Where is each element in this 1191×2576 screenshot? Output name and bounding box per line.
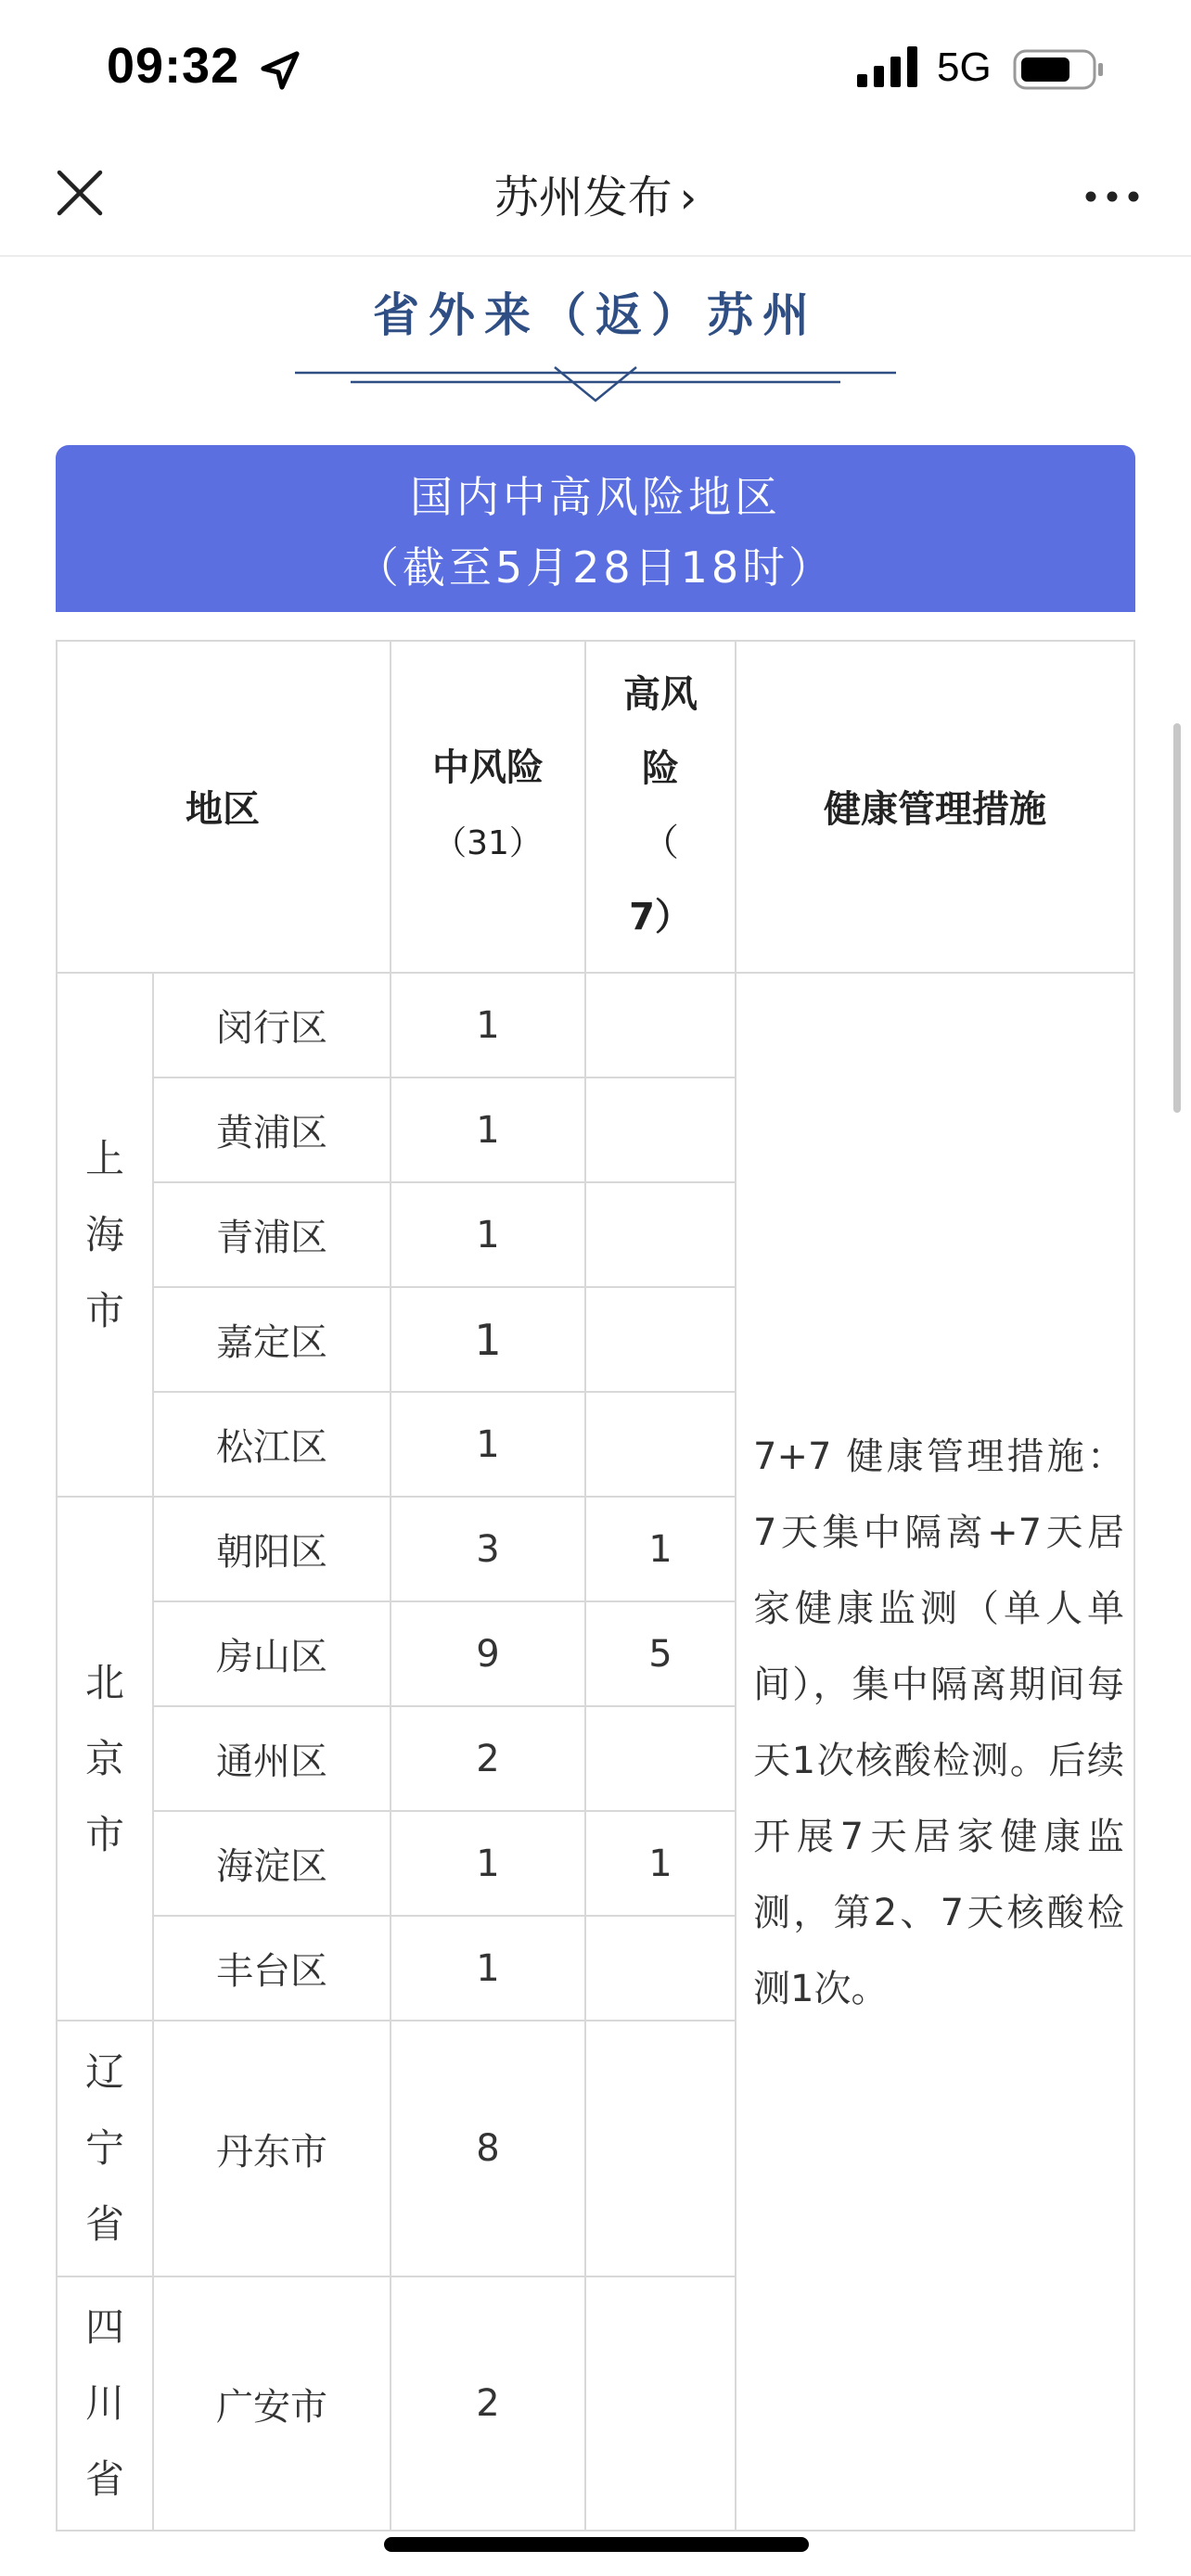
province-char: 省 — [84, 2456, 124, 2502]
district-cell: 嘉定区 — [216, 1321, 327, 1364]
district-cell: 朝阳区 — [216, 1531, 327, 1574]
heading-divider — [295, 362, 896, 408]
district-cell: 丹东市 — [216, 2130, 327, 2174]
province-char: 辽 — [84, 2049, 124, 2095]
high-risk-count: 1 — [648, 1527, 672, 1571]
district-cell: 广安市 — [216, 2385, 327, 2429]
province-beijing — [58, 1498, 152, 2020]
home-indicator[interactable] — [384, 2537, 809, 2552]
high-risk-count — [586, 1078, 735, 1181]
district-cell: 丰台区 — [216, 1950, 327, 1993]
health-measures-text: 7+7 健康管理措施：7天集中隔离+7天居家健康监测（单人单间），集中隔离期间每天1次核酸检测。后续开展7天居家健康监测，第2、7天核酸检测1次。 — [753, 1435, 1124, 2010]
medium-risk-count: 1 — [476, 1842, 500, 1885]
province-char: 宁 — [84, 2125, 124, 2171]
header-medium-label: 中风险 — [432, 746, 544, 789]
province-char: 海 — [84, 1211, 124, 1257]
medium-risk-count: 3 — [476, 1527, 500, 1571]
status-time: 09:32 — [107, 38, 240, 94]
medium-risk-count: 1 — [476, 1108, 500, 1152]
medium-risk-count: 2 — [476, 1737, 500, 1780]
nav-title[interactable] — [0, 161, 1191, 225]
province-char: 上 — [84, 1135, 124, 1181]
header-high-paren: （ — [642, 822, 679, 864]
high-risk-count — [586, 1917, 735, 2020]
signal-bars-icon — [855, 45, 922, 89]
district-cell: 海淀区 — [216, 1845, 327, 1888]
battery-icon — [1013, 48, 1106, 91]
high-risk-count — [586, 1288, 735, 1391]
table-border — [56, 2530, 1135, 2531]
province-sichuan — [58, 2277, 152, 2530]
medium-risk-count: 1 — [474, 1314, 502, 1365]
high-risk-count: 1 — [648, 1842, 672, 1885]
province-char: 省 — [84, 2201, 124, 2247]
header-high-label-1: 高风 — [623, 673, 698, 716]
nav-title-text: 苏州发布 — [493, 172, 672, 223]
high-risk-count — [586, 1393, 735, 1496]
high-risk-count — [586, 974, 735, 1077]
header-medium-risk — [391, 640, 584, 972]
header-high-label-2: 险 — [642, 747, 679, 790]
district-cell: 房山区 — [216, 1636, 327, 1678]
banner-subtitle: （截至5月28日18时） — [355, 542, 836, 593]
province-liaoning — [58, 2021, 152, 2276]
banner-title: 国内中高风险地区 — [410, 472, 781, 522]
high-risk-count: 5 — [648, 1632, 672, 1676]
network-label: 5G — [937, 45, 992, 90]
nav-bar — [0, 139, 1191, 257]
province-char: 京 — [84, 1735, 124, 1781]
header-region: 地区 — [186, 787, 260, 831]
more-dots-icon[interactable] — [1083, 187, 1141, 206]
district-cell: 通州区 — [216, 1741, 327, 1783]
medium-risk-count: 2 — [476, 2382, 500, 2425]
header-measures: 健康管理措施 — [824, 787, 1046, 831]
location-arrow-icon — [258, 48, 302, 93]
risk-table — [56, 640, 1135, 2531]
province-char: 四 — [84, 2304, 124, 2350]
district-cell: 松江区 — [216, 1426, 327, 1469]
medium-risk-count: 1 — [476, 1946, 500, 1990]
province-char: 市 — [84, 1287, 124, 1333]
header-high-risk — [586, 640, 735, 972]
district-cell: 黄浦区 — [216, 1112, 327, 1154]
risk-banner — [56, 445, 1135, 612]
high-risk-count — [586, 1707, 735, 1810]
district-cell: 青浦区 — [216, 1217, 327, 1259]
high-risk-count — [586, 1183, 735, 1286]
medium-risk-count: 1 — [476, 1003, 500, 1047]
province-char: 北 — [84, 1659, 124, 1705]
medium-risk-count: 8 — [476, 2127, 500, 2170]
status-bar — [0, 0, 1191, 139]
province-shanghai — [58, 974, 152, 1496]
header-high-count: 7） — [629, 896, 692, 938]
province-char: 川 — [84, 2380, 124, 2426]
chevron-right-icon: › — [679, 172, 698, 223]
scrollbar[interactable] — [1173, 723, 1181, 1113]
high-risk-count — [586, 2277, 735, 2530]
medium-risk-count: 1 — [476, 1213, 500, 1256]
province-char: 市 — [84, 1811, 124, 1857]
table-border — [1133, 640, 1135, 2531]
high-risk-count — [586, 2021, 735, 2276]
section-heading: 省外来（返）苏州 — [373, 288, 818, 342]
district-cell: 闵行区 — [216, 1007, 327, 1050]
medium-risk-count: 1 — [476, 1422, 500, 1466]
header-medium-count: （31） — [433, 824, 543, 862]
medium-risk-count: 9 — [476, 1632, 500, 1676]
